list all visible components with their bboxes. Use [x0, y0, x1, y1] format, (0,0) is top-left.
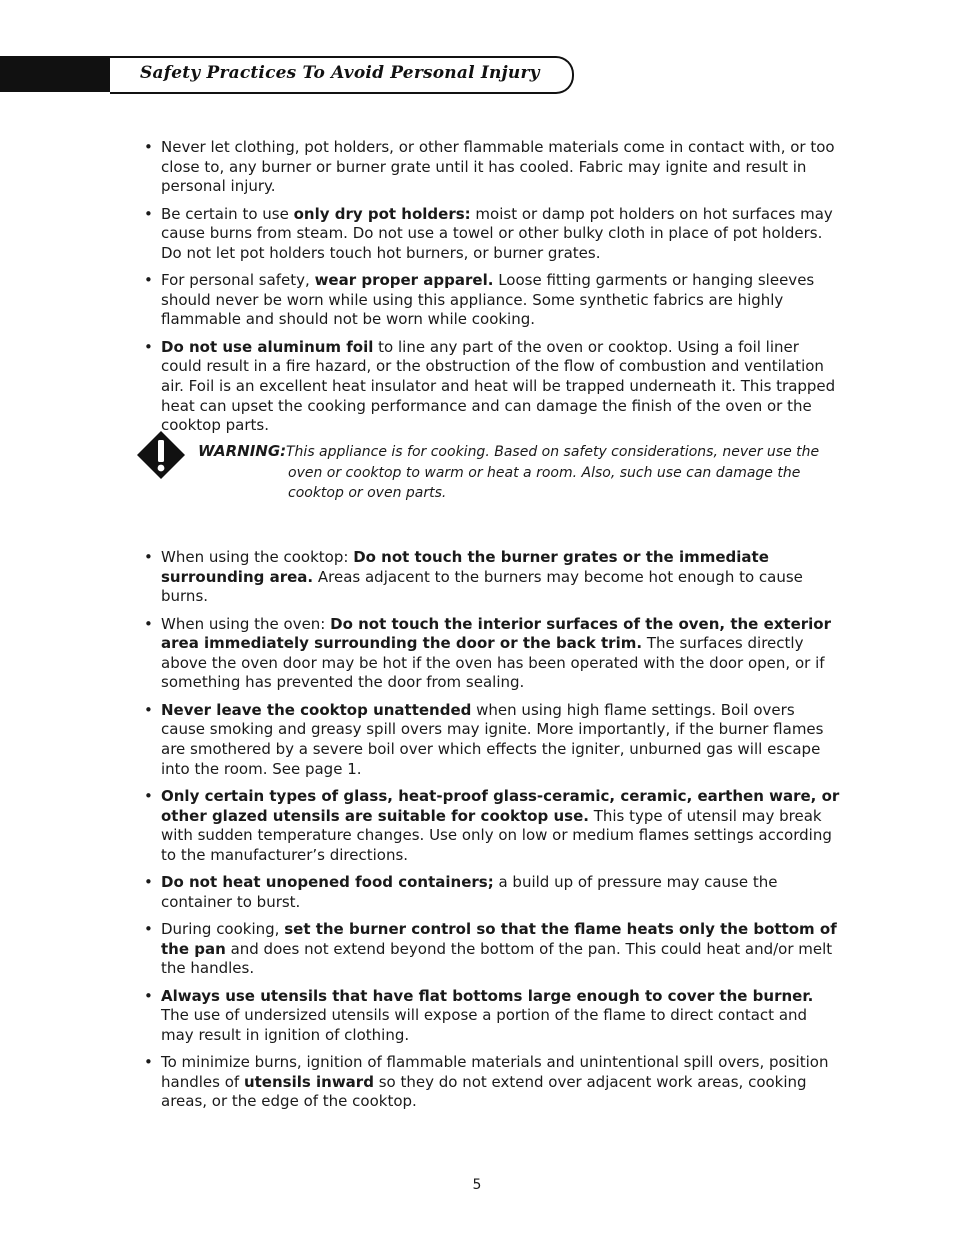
item-emphasis: Always use utensils that have flat bottoms large enough to cover the burner.: [161, 986, 814, 1005]
header-tab: [110, 56, 574, 94]
list-item: [0, 615, 954, 693]
item-text-rest: The surfaces directly above the oven door may be hot if the oven has been operated with the door open, or if something has prevented the door from sealing.: [161, 634, 825, 692]
item-emphasis: set the burner control so that the flame heats only the bottom of the pan: [161, 920, 837, 958]
item-emphasis: Do not touch the interior surfaces of the oven, the exterior area immediately surrounding the door or the back trim.: [161, 614, 831, 653]
item-text: During cooking,: [161, 920, 285, 939]
item-text: When using the cooktop:: [161, 548, 354, 566]
bullet-icon: •: [144, 700, 153, 719]
item-text-rest: and does not extend beyond the bottom of the pan. This could heat and/or melt the handles.: [161, 939, 833, 978]
bullet-icon: •: [144, 337, 153, 356]
list-item: [0, 1053, 954, 1112]
item-emphasis: Never leave the cooktop unattended: [161, 700, 472, 719]
item-text: For personal safety,: [161, 271, 315, 290]
item-text-rest: The use of undersized utensils will expose a portion of the flame to direct contact and may result in ignition of clothing.: [161, 1006, 808, 1044]
item-emphasis: Do not touch the burner grates or the immediate surrounding area.: [161, 548, 769, 586]
page-number: 5: [472, 1177, 482, 1193]
item-text-rest: Areas adjacent to the burners may become hot enough to cause burns.: [161, 567, 803, 606]
bullet-icon: •: [144, 986, 153, 1005]
bullet-icon: •: [144, 614, 153, 633]
list-item: [0, 138, 954, 197]
item-text-rest: Loose fitting garments or hanging sleeves should never be worn while using this appliance. Some synthetic fabrics are highly flammable and should not be worn while cooking.: [161, 271, 815, 329]
list-item: [0, 920, 954, 979]
list-item: [0, 271, 954, 330]
item-emphasis: wear proper apparel.: [314, 271, 494, 290]
item-text: Never let clothing, pot holders, or other flammable materials come in contact with, or too close to, any burner or burner grate until it has cooled. Fabric may ignite and result in personal injury.: [161, 138, 835, 196]
warning-text: This appliance is for cooking. Based on safety considerations, never use the oven or cooktop to warm or heat a room. Also, such use can damage the cooktop or oven parts.: [286, 444, 820, 502]
list-item: [0, 338, 954, 436]
list-item: [0, 873, 954, 912]
item-text-rest: when using high flame settings. Boil overs cause smoking and greasy spill overs may ignite. More importantly, if the burner flames are smothered by a severe boil over which effects the igniter, unburned gas will escape into the room. See page 1.: [161, 700, 824, 778]
bullet-icon: •: [144, 873, 153, 892]
safety-list-bottom: [0, 548, 954, 1120]
bullet-icon: •: [144, 920, 153, 939]
item-text: To minimize burns, ignition of flammable materials and unintentional spill overs, position handles of: [161, 1053, 829, 1091]
item-emphasis: Do not use aluminum foil: [161, 337, 374, 356]
item-text-rest: so they do not extend over adjacent work areas, cooking areas, or the edge of the cooktop.: [161, 1072, 807, 1111]
item-emphasis: only dry pot holders:: [293, 204, 471, 223]
list-item: [0, 987, 954, 1046]
bullet-icon: •: [144, 138, 153, 156]
bullet-icon: •: [144, 786, 153, 805]
bullet-icon: •: [144, 548, 153, 566]
list-item: [0, 205, 954, 264]
bullet-icon: •: [144, 271, 153, 290]
header-band: [0, 56, 112, 92]
item-text-rest: moist or damp pot holders on hot surfaces may cause burns from steam. Do not use a towel or other bulky cloth in place of pot holders. Do not let pot holders touch hot burners, or burner grates.: [161, 204, 833, 262]
item-text: Be certain to use: [161, 204, 294, 223]
page-title: Safety Practices To Avoid Personal Injury: [140, 63, 540, 83]
bullet-icon: •: [144, 204, 153, 223]
list-item: [0, 701, 954, 779]
item-text-rest: This type of utensil may break with sudden temperature changes. Use only on low or medium flames settings according to the manufacturer’s directions.: [161, 806, 832, 864]
list-item: [0, 548, 954, 607]
item-emphasis: Do not heat unopened food containers;: [161, 873, 494, 892]
warning-icon: [136, 430, 186, 480]
warning-box: [136, 430, 856, 510]
item-text-rest: a build up of pressure may cause the container to burst.: [161, 873, 778, 911]
bullet-icon: •: [144, 1053, 153, 1072]
warning-label: WARNING:: [198, 442, 287, 460]
item-emphasis: Only certain types of glass, heat-proof glass-ceramic, ceramic, earthen ware, or other glazed utensils are suitable for cooktop use.: [161, 786, 840, 825]
list-item: [0, 787, 954, 865]
safety-list-top: [0, 138, 954, 444]
item-text: When using the oven:: [161, 614, 331, 633]
item-emphasis: utensils inward: [243, 1072, 374, 1091]
item-text-rest: to line any part of the oven or cooktop. Using a foil liner could result in a fire hazard, or the obstruction of the flow of combustion and ventilation air. Foil is an excellent heat insulator and heat will be trapped underneath it. This trapped heat can upset the cooking performance and can damage the finish of the oven or the cooktop parts.: [161, 337, 836, 435]
